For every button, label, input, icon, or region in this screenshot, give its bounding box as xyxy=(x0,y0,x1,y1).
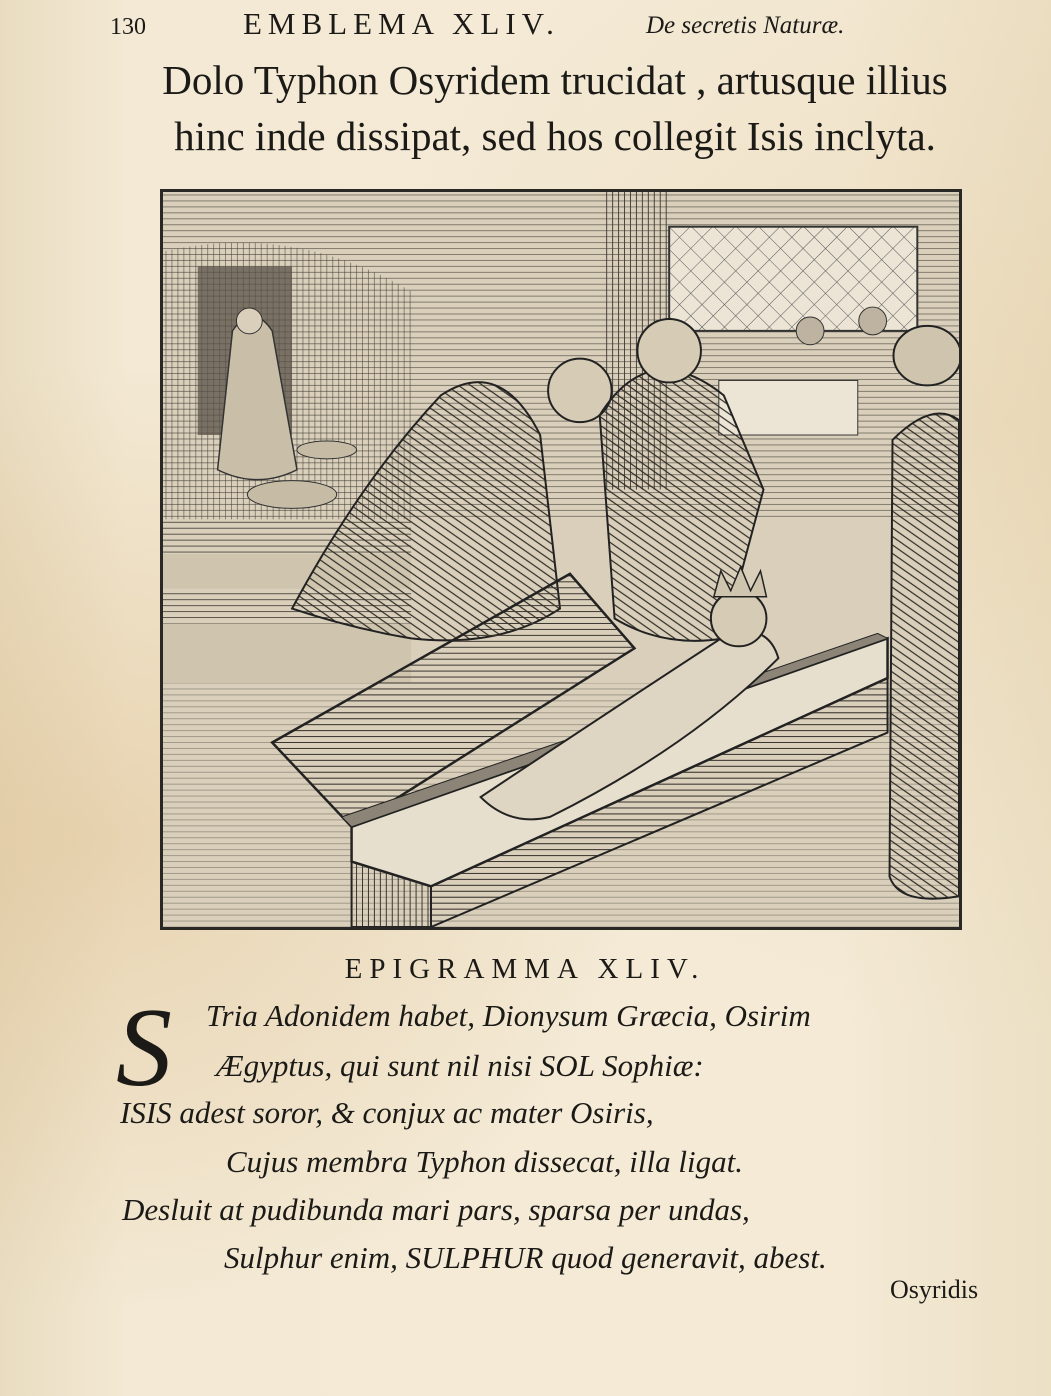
motto-line: hinc inde dissipat, sed hos collegit Isis inclyta. xyxy=(174,113,936,159)
epigram-line: Sulphur enim, SULPHUR quod generavit, abest. xyxy=(224,1240,827,1275)
catchword: Osyridis xyxy=(890,1275,979,1304)
motto-line: Dolo Typhon Osyridem trucidat , artusque illius xyxy=(162,57,948,103)
emblem-number: EMBLEMA XLIV. xyxy=(243,6,560,41)
epigram-line: Desluit at pudibunda mari pars, sparsa per undas, xyxy=(122,1192,750,1227)
section-title: De secretis Naturæ. xyxy=(646,12,845,39)
engraving-illustration xyxy=(163,192,959,927)
engraving-plate xyxy=(160,189,962,930)
page-number: 130 xyxy=(110,14,146,40)
epigram-title: EPIGRAMMA XLIV. xyxy=(344,953,706,985)
epigram-line: Ægyptus, qui sunt nil nisi SOL Sophiæ: xyxy=(216,1048,704,1083)
emblem-motto xyxy=(100,52,1010,164)
epigram-line: ISIS adest soror, & conjux ac mater Osiris, xyxy=(120,1095,654,1130)
epigram-line: Cujus membra Typhon dissecat, illa ligat. xyxy=(226,1144,743,1179)
running-head xyxy=(110,4,900,44)
drop-cap: S xyxy=(116,986,172,1110)
epigram-line: Tria Adonidem habet, Dionysum Græcia, Osirim xyxy=(206,998,811,1033)
